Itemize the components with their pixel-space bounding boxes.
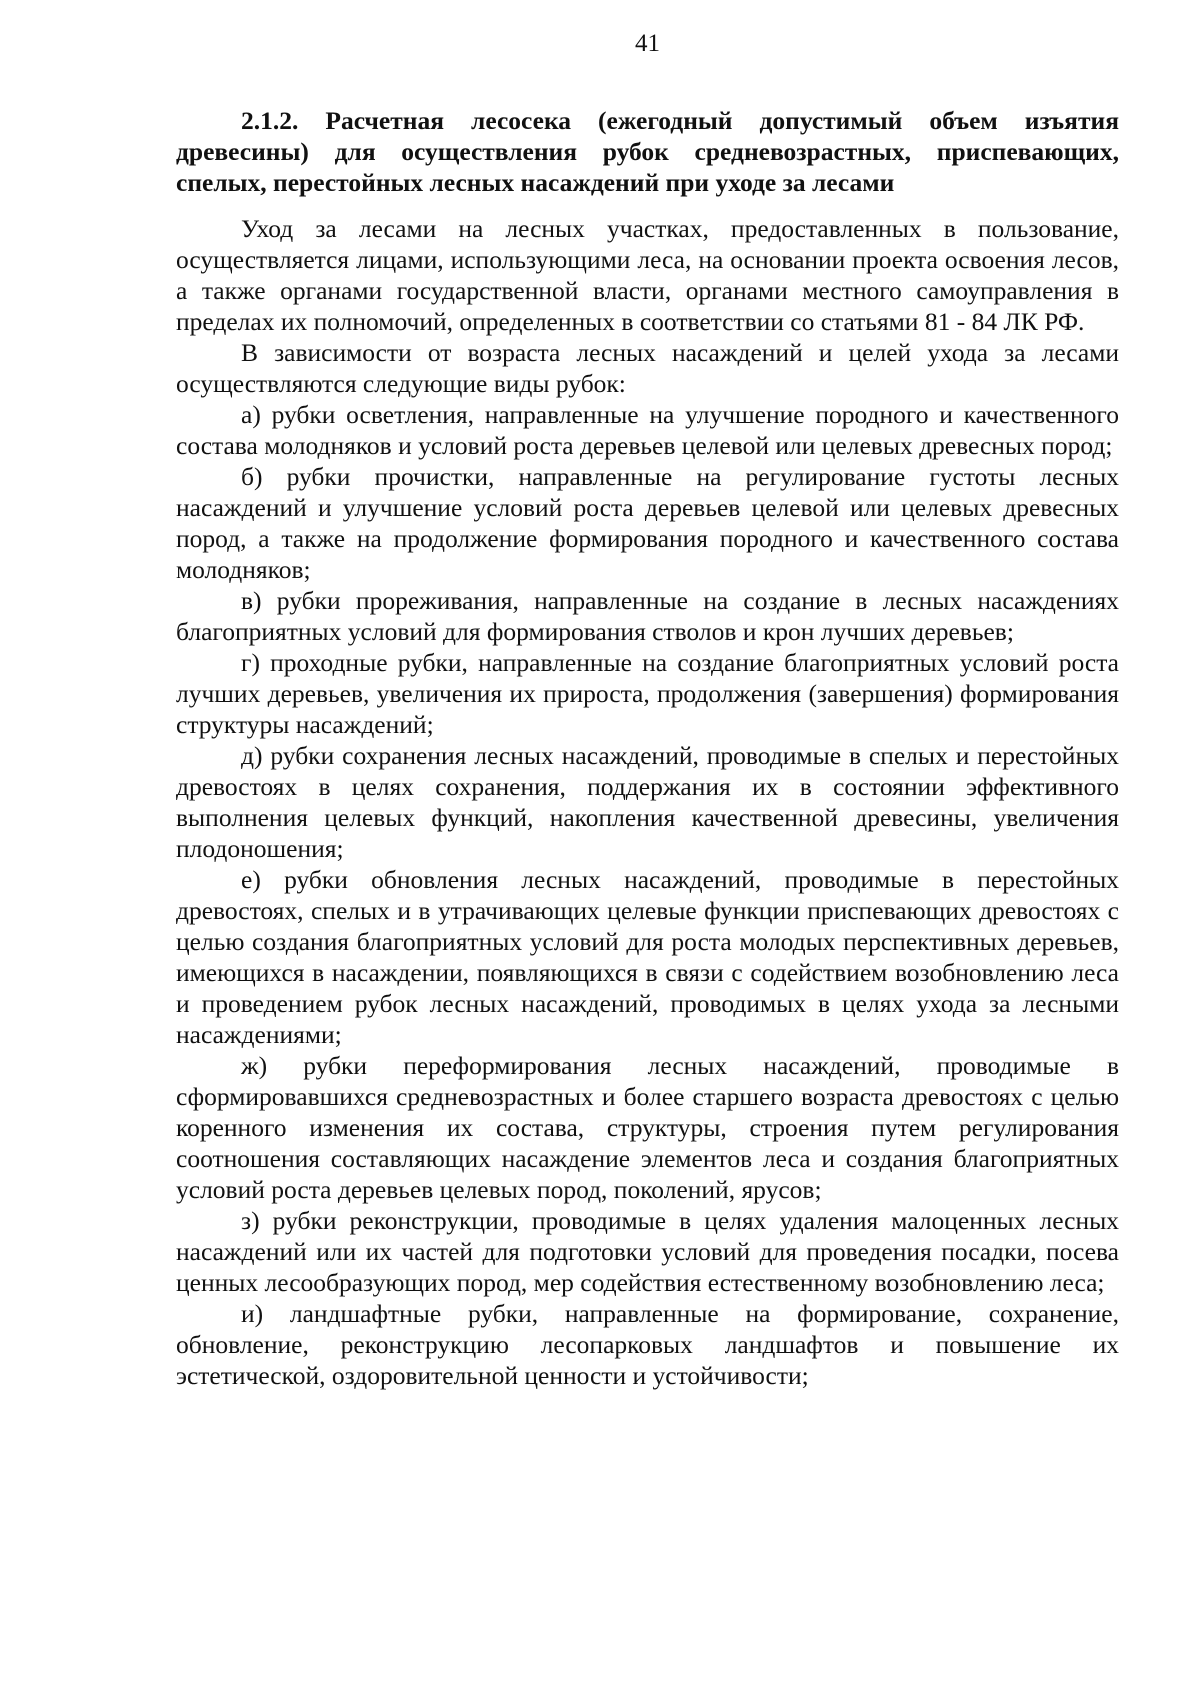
list-item-v: в) рубки прореживания, направленные на создание в лесных насаждениях благоприятных условий для формирования стволов и крон лучших деревьев; — [176, 586, 1119, 646]
list-item-z: з) рубки реконструкции, проводимые в целях удаления малоценных лесных насаждений или их частей для подготовки условий для проведения посадки, посева ценных лесообразующих пород, мер содействия естественному возобновлению леса; — [176, 1206, 1119, 1297]
paragraph-intro: Уход за лесами на лесных участках, предоставленных в пользование, осуществляется лицами, использующими леса, на основании проекта освоения лесов, а также органами государственной власти, органами местного самоуправления в пределах их полномочий, определенных в соответствии со статьями 81 - 84 ЛК РФ. — [176, 214, 1119, 336]
list-item-zh: ж) рубки переформирования лесных насаждений, проводимые в сформировавшихся средневозрастных и более старшего возраста древостоях с целью коренного изменения их состава, структуры, строения путем регулирования соотношения составляющих насаждение элементов леса и создания благоприятных условий роста деревьев целевых пород, поколений, ярусов; — [176, 1051, 1119, 1204]
list-item-i: и) ландшафтные рубки, направленные на формирование, сохранение, обновление, реконструкцию лесопарковых ландшафтов и повышение их эстетической, оздоровительной ценности и устойчивости; — [176, 1299, 1119, 1390]
list-item-d: д) рубки сохранения лесных насаждений, проводимые в спелых и перестойных древостоях в целях сохранения, поддержания их в состоянии эффективного выполнения целевых функций, накопления качественной древесины, увеличения плодоношения; — [176, 741, 1119, 863]
list-item-g: г) проходные рубки, направленные на создание благоприятных условий роста лучших деревьев, увеличения их прироста, продолжения (завершения) формирования структуры насаждений; — [176, 648, 1119, 739]
paragraph-types-intro: В зависимости от возраста лесных насаждений и целей ухода за лесами осуществляются следующие виды рубок: — [176, 338, 1119, 398]
list-item-e: е) рубки обновления лесных насаждений, проводимые в перестойных древостоях, спелых и в утрачивающих целевые функции приспевающих древостоях с целью создания благоприятных условий для роста молодых перспективных деревьев, имеющихся в насаждении, появляющихся в связи с содействием возобновлению леса и проведением рубок лесных насаждений, проводимых в целях ухода за лесными насаждениями; — [176, 865, 1119, 1049]
list-item-b: б) рубки прочистки, направленные на регулирование густоты лесных насаждений и улучшение условий роста деревьев целевой или целевых древесных пород, а также на продолжение формирования породного и качественного состава молодняков; — [176, 462, 1119, 584]
document-body — [176, 105, 1119, 1391]
section-heading: 2.1.2. Расчетная лесосека (ежегодный допустимый объем изъятия древесины) для осуществления рубок средневозрастных, приспевающих, спелых, перестойных лесных насаждений при уходе за лесами — [176, 106, 1119, 197]
list-item-a: а) рубки осветления, направленные на улучшение породного и качественного состава молодняков и условий роста деревьев целевой или целевых древесных пород; — [176, 400, 1119, 460]
page-number: 41 — [635, 30, 660, 57]
